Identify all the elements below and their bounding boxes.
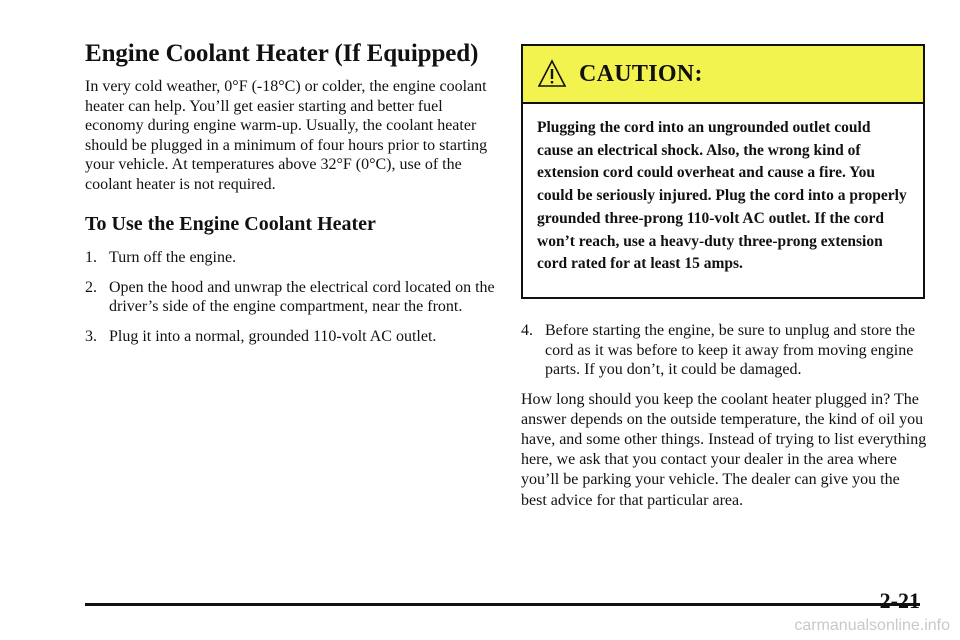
step-number: 4. xyxy=(521,322,533,339)
step-text: Turn off the engine. xyxy=(109,249,237,266)
caution-text: Plugging the cord into an ungrounded outlet could cause an electrical shock. Also, the wrong kind of extension cord could overheat and cause a fire. You could be seriously injured. Plug the cord into a properly grounded three-prong 110-volt AC outlet. If the cord won’t reach, use a heavy-duty three-prong extension cord rated for at least 15 amps. xyxy=(537,119,907,273)
list-item xyxy=(85,248,495,268)
step-number: 2. xyxy=(85,278,97,296)
steps-list xyxy=(85,248,495,346)
step-text: Plug it into a normal, grounded 110-volt AC outlet. xyxy=(109,327,437,345)
step-number: 3. xyxy=(85,327,97,345)
list-item xyxy=(521,321,929,380)
intro-paragraph: In very cold weather, 0°F (-18°C) or colder, the engine coolant heater can help. You’ll get easier starting and better fuel economy during engine warm-up. Usually, the coolant heater should be plugged in a minimum of four hours prior to starting your vehicle. At temperatures above 32°F (0°C), use of the coolant heater is not required. xyxy=(85,78,488,193)
step-text: Before starting the engine, be sure to unplug and store the cord as it was before to keep it away from moving engine parts. If you don’t, it could be damaged. xyxy=(545,322,916,378)
steps-list-continued xyxy=(521,321,929,380)
watermark: carmanualsonline.info xyxy=(794,617,950,634)
step-number: 1. xyxy=(85,249,97,266)
section-subtitle: To Use the Engine Coolant Heater xyxy=(85,213,376,235)
list-item xyxy=(85,327,495,347)
warning-triangle-icon xyxy=(537,59,567,89)
list-item xyxy=(85,278,495,317)
caution-header xyxy=(523,46,923,104)
page-title: Engine Coolant Heater (If Equipped) xyxy=(85,40,479,67)
closing-paragraph: How long should you keep the coolant heater plugged in? The answer depends on the outside temperature, the kind of oil you have, and some other things. Instead of trying to list everything here, we ask that you contact your dealer in the area where you’ll be parking your vehicle. The dealer can give you the best advice for that particular area. xyxy=(521,390,927,509)
footer-divider xyxy=(85,603,920,606)
caution-box xyxy=(521,44,925,299)
step-text: Open the hood and unwrap the electrical cord located on the driver’s side of the engine compartment, near the front. xyxy=(109,278,495,315)
right-column xyxy=(521,44,929,511)
left-column xyxy=(85,40,495,356)
caution-label: CAUTION: xyxy=(579,60,703,87)
page-number: 2-21 xyxy=(879,588,920,613)
